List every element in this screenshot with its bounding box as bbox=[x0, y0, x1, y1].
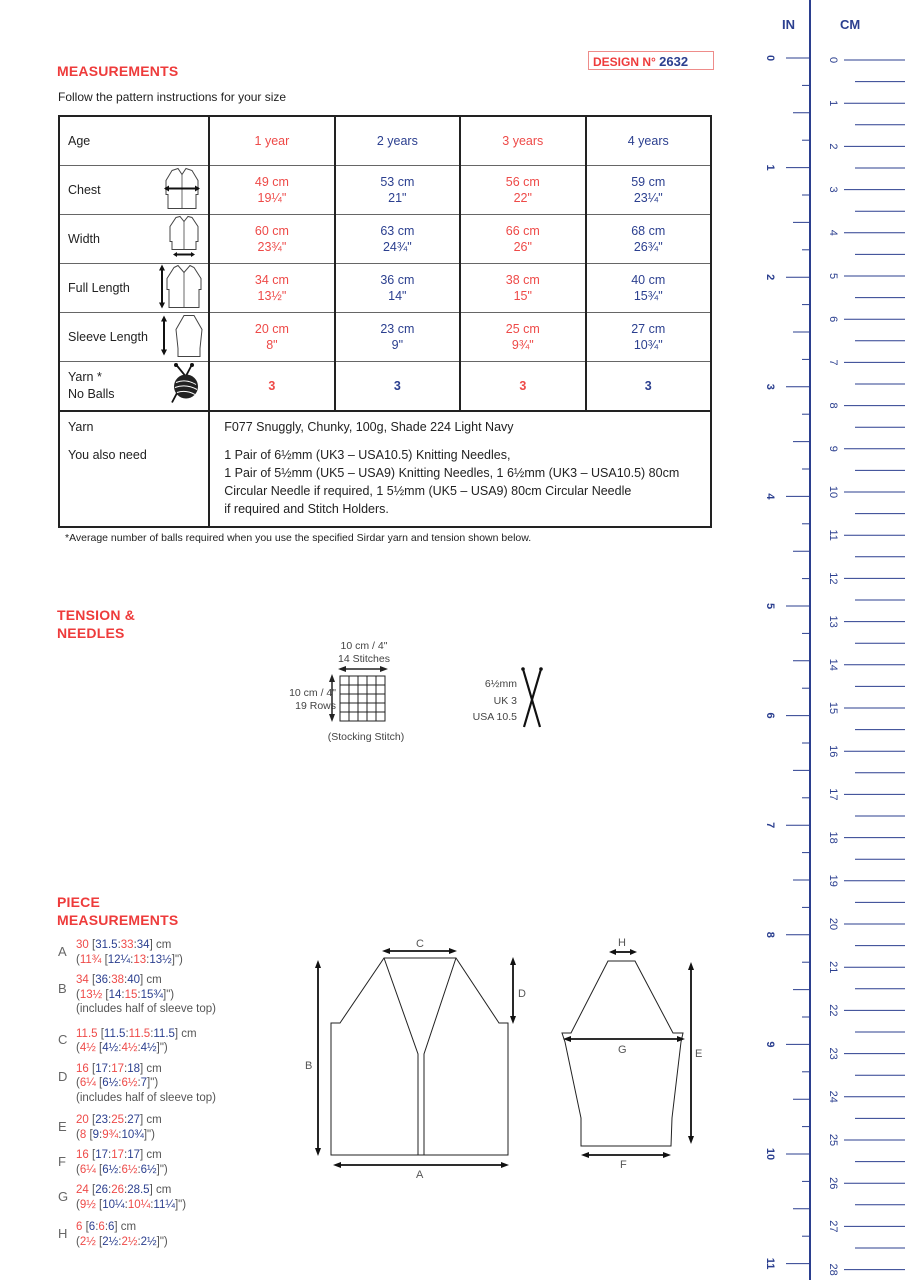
also-need-line: Circular Needle if required, 1 5½mm (UK5 – USA9) 80cm Circular Needle bbox=[224, 484, 632, 498]
in-size-2: 6½ bbox=[102, 1163, 119, 1176]
cm-size-2: 17 bbox=[95, 1062, 108, 1075]
in-value: 23¼" bbox=[633, 191, 663, 205]
cm-size-3: 33 bbox=[120, 939, 134, 951]
tension-width-label bbox=[322, 640, 406, 666]
piece-letter: B bbox=[58, 980, 67, 996]
tension-heading-line: TENSION & bbox=[57, 607, 136, 623]
piece-item-e: E 20 [23:25:27] cm (8 [9:9¾:10¾]") bbox=[58, 1114, 162, 1141]
in-value: 15¾" bbox=[633, 289, 663, 303]
row-label: Age bbox=[59, 116, 209, 166]
in-value: 26¾" bbox=[633, 240, 663, 254]
also-need-label: You also need bbox=[68, 448, 147, 462]
svg-text:2: 2 bbox=[764, 274, 776, 281]
piece-measurements-list bbox=[58, 938, 216, 1255]
size-header: 2 years bbox=[335, 116, 460, 166]
cm-value: 60 cm bbox=[254, 224, 289, 238]
tension-rows: 19 Rows bbox=[295, 700, 336, 712]
also-need-line: if required and Stitch Holders. bbox=[224, 502, 389, 516]
in-size-1: 9½ bbox=[79, 1198, 96, 1211]
intro-text: Follow the pattern instructions for your size bbox=[58, 90, 287, 104]
in-value: 21" bbox=[388, 191, 407, 205]
table-row-yarn-balls bbox=[59, 362, 711, 412]
svg-text:18: 18 bbox=[827, 831, 839, 844]
row-label: Full Length bbox=[68, 281, 130, 295]
row-label: Yarn * bbox=[68, 370, 102, 384]
in-size-3: 4½ bbox=[121, 1042, 138, 1054]
cm-size-1: 16 bbox=[76, 1062, 89, 1075]
in-size-3: 15 bbox=[124, 988, 138, 1001]
in-size-3: 9¾ bbox=[102, 1128, 119, 1141]
cm-size-4: 34 bbox=[136, 939, 150, 951]
balls-value: 3 bbox=[335, 362, 460, 412]
svg-text:5: 5 bbox=[827, 272, 839, 280]
design-label: DESIGN N° bbox=[593, 55, 656, 69]
diagram-label-d: D bbox=[518, 988, 526, 1000]
yarn-value: F077 Snuggly, Chunky, 100g, Shade 224 Light Navy bbox=[224, 420, 514, 434]
cm-size-1: 6 bbox=[76, 1221, 83, 1233]
in-size-4: 4½ bbox=[140, 1042, 157, 1054]
table-row-sleeve-length bbox=[59, 313, 711, 362]
measurements-table bbox=[58, 115, 712, 528]
in-size-1: 13½ bbox=[79, 988, 103, 1001]
in-size-2: 12¼ bbox=[107, 953, 131, 966]
svg-text:8: 8 bbox=[764, 931, 776, 938]
cm-value: 66 cm bbox=[505, 224, 540, 238]
in-value: 13½" bbox=[257, 289, 287, 303]
in-size-1: 11¾ bbox=[79, 953, 102, 966]
balls-value: 3 bbox=[460, 362, 585, 412]
in-size-4: 13½ bbox=[149, 953, 172, 966]
cm-value: 38 cm bbox=[505, 273, 540, 287]
svg-text:10: 10 bbox=[764, 1147, 776, 1161]
diagram-label-g: G bbox=[618, 1044, 627, 1056]
svg-text:11: 11 bbox=[764, 1257, 776, 1270]
cm-value: 25 cm bbox=[505, 322, 540, 336]
tension-heading bbox=[57, 606, 135, 642]
piece-letter: C bbox=[58, 1032, 68, 1048]
ruler-inch-label: IN bbox=[782, 17, 795, 32]
cm-size-4: 6 bbox=[108, 1221, 115, 1233]
cm-value: 59 cm bbox=[631, 175, 666, 189]
svg-text:2: 2 bbox=[827, 143, 839, 150]
in-size-1: 2½ bbox=[79, 1235, 96, 1248]
row-label: Width bbox=[68, 232, 100, 246]
size-header: 4 years bbox=[586, 116, 711, 166]
cm-size-1: 34 bbox=[76, 974, 89, 986]
needle-uk: UK 3 bbox=[493, 694, 517, 707]
cm-size-4: 40 bbox=[127, 974, 140, 986]
cm-size-2: 6 bbox=[88, 1221, 96, 1233]
cm-value: 23 cm bbox=[380, 322, 415, 336]
svg-text:21: 21 bbox=[827, 961, 839, 974]
in-size-4: 10¾ bbox=[121, 1128, 144, 1141]
cm-size-3: 17 bbox=[111, 1149, 124, 1161]
in-size-1: 6¼ bbox=[79, 1163, 96, 1176]
piece-letter: H bbox=[58, 1225, 68, 1241]
in-size-3: 6½ bbox=[121, 1163, 138, 1176]
cm-size-1: 11.5 bbox=[76, 1027, 98, 1040]
in-value: 26" bbox=[513, 240, 532, 254]
piece-letter: G bbox=[58, 1188, 69, 1204]
svg-text:27: 27 bbox=[827, 1220, 839, 1233]
needle-usa: USA 10.5 bbox=[472, 711, 517, 723]
svg-text:9: 9 bbox=[764, 1041, 776, 1048]
in-size-3: 2½ bbox=[121, 1235, 138, 1248]
size-header: 3 years bbox=[460, 116, 585, 166]
piece-item-d: D 16 [17:17:18] cm (6¼ [6½:6½:7]") (includes half of sleeve top) bbox=[58, 1062, 216, 1104]
svg-text:3: 3 bbox=[827, 186, 839, 193]
cm-size-4: 27 bbox=[127, 1114, 140, 1126]
svg-text:6: 6 bbox=[764, 712, 776, 719]
piece-note: (includes half of sleeve top) bbox=[76, 1003, 216, 1015]
piece-letter: A bbox=[58, 943, 67, 959]
cm-value: 27 cm bbox=[631, 322, 666, 336]
piece-note: (includes half of sleeve top) bbox=[76, 1091, 216, 1104]
svg-text:26: 26 bbox=[827, 1177, 839, 1190]
cm-size-3: 17 bbox=[111, 1062, 124, 1075]
ruler-ticks bbox=[750, 0, 905, 1280]
row-label: Chest bbox=[68, 183, 101, 197]
cm-value: 63 cm bbox=[380, 224, 415, 238]
measuring-ruler bbox=[750, 0, 905, 1280]
svg-text:19: 19 bbox=[827, 874, 839, 887]
in-size-3: 13 bbox=[133, 953, 147, 966]
diagram-label-e: E bbox=[695, 1048, 703, 1060]
table-row-width bbox=[59, 215, 711, 264]
in-value: 14" bbox=[388, 289, 407, 303]
in-size-2: 9 bbox=[92, 1128, 100, 1141]
svg-text:28: 28 bbox=[827, 1263, 839, 1276]
in-size-1: 4½ bbox=[79, 1042, 96, 1054]
in-value: 8" bbox=[266, 338, 278, 352]
piece-letter: D bbox=[58, 1069, 68, 1085]
cm-value: 56 cm bbox=[505, 175, 540, 189]
cardigan-width-icon bbox=[166, 216, 202, 263]
cm-size-2: 31.5 bbox=[95, 939, 118, 951]
in-size-4: 7 bbox=[140, 1077, 148, 1089]
cm-size-2: 17 bbox=[95, 1149, 108, 1161]
svg-text:9: 9 bbox=[827, 445, 839, 452]
piece-item-a: A 30 [31.5:33:34] cm (11¾ [12¼:13:13½]") bbox=[58, 939, 183, 966]
svg-text:1: 1 bbox=[827, 100, 839, 107]
tension-stitches: 14 Stitches bbox=[338, 653, 390, 665]
in-size-1: 6¼ bbox=[79, 1077, 96, 1089]
cm-size-2: 36 bbox=[95, 974, 108, 986]
cm-size-3: 25 bbox=[111, 1114, 124, 1126]
balls-value: 3 bbox=[586, 362, 711, 412]
cm-size-2: 11.5 bbox=[103, 1027, 126, 1040]
piece-item-f: F 16 [17:17:17] cm (6¼ [6½:6½:6½]") bbox=[58, 1149, 168, 1176]
knitting-needles-icon bbox=[518, 665, 546, 729]
measurements-heading: MEASUREMENTS bbox=[57, 63, 179, 79]
svg-text:1: 1 bbox=[764, 164, 776, 171]
diagram-label-f: F bbox=[620, 1159, 627, 1171]
svg-text:3: 3 bbox=[764, 383, 776, 390]
ruler-cm-label: CM bbox=[840, 17, 861, 32]
cm-value: 53 cm bbox=[380, 175, 415, 189]
tension-heading-line: NEEDLES bbox=[57, 625, 125, 641]
svg-text:17: 17 bbox=[827, 788, 839, 801]
stitch-type: (Stocking Stitch) bbox=[327, 731, 405, 743]
cm-size-1: 20 bbox=[76, 1114, 89, 1126]
cm-size-1: 16 bbox=[76, 1149, 89, 1161]
tension-width-measure: 10 cm / 4" bbox=[340, 640, 388, 652]
svg-text:10: 10 bbox=[827, 485, 839, 499]
tension-height-measure: 10 cm / 4" bbox=[289, 687, 336, 699]
yarn-ball-icon bbox=[166, 363, 202, 410]
cm-value: 49 cm bbox=[254, 175, 289, 189]
in-size-2: 2½ bbox=[102, 1235, 119, 1248]
cm-size-3: 38 bbox=[111, 974, 124, 986]
piece-item-g: G 24 [26:26:28.5] cm (9½ [10¼:10¼:11¼]") bbox=[58, 1184, 187, 1211]
row-label: Sleeve Length bbox=[68, 330, 148, 344]
in-size-2: 10¼ bbox=[102, 1198, 125, 1211]
cm-size-4: 28.5 bbox=[127, 1184, 150, 1196]
garment-schematic-diagram bbox=[295, 930, 715, 1190]
svg-text:7: 7 bbox=[764, 822, 776, 829]
in-size-4: 6½ bbox=[140, 1163, 157, 1176]
cm-value: 68 cm bbox=[631, 224, 666, 238]
piece-heading-line: MEASUREMENTS bbox=[57, 912, 179, 928]
in-size-1: 8 bbox=[79, 1128, 87, 1141]
cm-size-2: 26 bbox=[95, 1184, 108, 1196]
svg-text:22: 22 bbox=[827, 1004, 839, 1017]
svg-text:7: 7 bbox=[827, 359, 839, 366]
body-piece-outline bbox=[331, 958, 508, 1155]
in-size-4: 11¼ bbox=[153, 1198, 175, 1211]
in-value: 24¾" bbox=[382, 240, 412, 254]
table-row-age bbox=[59, 116, 711, 166]
svg-text:15: 15 bbox=[827, 701, 839, 715]
svg-text:24: 24 bbox=[827, 1090, 839, 1103]
piece-item-h: H 6 [6:6:6] cm (2½ [2½:2½:2½]") bbox=[58, 1221, 168, 1248]
svg-text:23: 23 bbox=[827, 1047, 839, 1060]
in-size-2: 6½ bbox=[102, 1077, 119, 1089]
piece-letter: E bbox=[58, 1118, 67, 1134]
svg-text:14: 14 bbox=[827, 658, 839, 671]
in-size-4: 2½ bbox=[140, 1235, 157, 1248]
svg-text:4: 4 bbox=[764, 493, 776, 500]
svg-text:25: 25 bbox=[827, 1133, 839, 1147]
in-value: 22" bbox=[513, 191, 532, 205]
in-value: 23¾" bbox=[257, 240, 287, 254]
design-number-badge bbox=[588, 51, 714, 70]
in-size-3: 6½ bbox=[121, 1077, 138, 1089]
also-need-line: 1 Pair of 6½mm (UK3 – USA10.5) Knitting Needles, bbox=[224, 448, 511, 462]
in-size-2: 14 bbox=[108, 988, 122, 1001]
cm-size-2: 23 bbox=[95, 1114, 108, 1126]
table-row-full-length bbox=[59, 264, 711, 313]
cm-value: 36 cm bbox=[380, 273, 415, 287]
svg-text:20: 20 bbox=[827, 917, 839, 931]
svg-text:12: 12 bbox=[827, 572, 839, 585]
svg-text:6: 6 bbox=[827, 316, 839, 323]
svg-text:13: 13 bbox=[827, 615, 839, 628]
footnote: *Average number of balls required when you use the specified Sirdar yarn and tension shown below. bbox=[65, 532, 532, 544]
svg-text:0: 0 bbox=[827, 56, 839, 64]
svg-text:4: 4 bbox=[827, 229, 839, 236]
cardigan-length-icon bbox=[158, 264, 202, 313]
cardigan-chest-icon bbox=[162, 167, 202, 214]
row-label: No Balls bbox=[68, 387, 115, 401]
in-value: 10¾" bbox=[633, 338, 663, 352]
table-row-chest bbox=[59, 166, 711, 215]
cm-size-3: 26 bbox=[111, 1184, 124, 1196]
needle-sizes bbox=[462, 676, 517, 726]
cm-size-4: 17 bbox=[127, 1149, 140, 1161]
in-value: 15" bbox=[513, 289, 532, 303]
cm-value: 20 cm bbox=[254, 322, 289, 336]
needle-mm: 6½mm bbox=[484, 678, 517, 690]
diagram-label-b: B bbox=[305, 1060, 313, 1072]
piece-measurements-heading bbox=[57, 893, 178, 929]
cm-size-4: 11.5 bbox=[153, 1027, 175, 1040]
balls-value: 3 bbox=[209, 362, 334, 412]
cm-size-4: 18 bbox=[127, 1062, 140, 1075]
svg-text:16: 16 bbox=[827, 745, 839, 758]
sleeve-length-icon bbox=[160, 313, 204, 362]
yarn-label: Yarn bbox=[68, 420, 94, 434]
tension-swatch-grid-icon bbox=[318, 664, 428, 726]
diagram-label-h: H bbox=[618, 937, 626, 949]
table-row-yarn-info bbox=[59, 411, 711, 527]
svg-text:5: 5 bbox=[764, 602, 776, 610]
cm-size-3: 11.5 bbox=[128, 1027, 151, 1040]
cm-size-1: 24 bbox=[76, 1184, 89, 1196]
cm-size-3: 6 bbox=[98, 1221, 105, 1233]
svg-text:11: 11 bbox=[827, 529, 839, 541]
diagram-label-c: C bbox=[416, 938, 424, 950]
piece-letter: F bbox=[58, 1153, 66, 1169]
cm-size-1: 30 bbox=[76, 939, 89, 951]
in-value: 19¼" bbox=[257, 191, 287, 205]
size-header: 1 year bbox=[209, 116, 334, 166]
in-value: 9¾" bbox=[511, 338, 534, 352]
also-need-line: 1 Pair of 5½mm (UK5 – USA9) Knitting Needles, 1 6½mm (UK3 – USA10.5) 80cm bbox=[224, 466, 680, 480]
cm-value: 34 cm bbox=[254, 273, 289, 287]
svg-text:8: 8 bbox=[827, 402, 839, 409]
in-value: 9" bbox=[391, 338, 404, 352]
in-size-3: 10¼ bbox=[127, 1198, 151, 1211]
piece-item-c: C 11.5 [11.5:11.5:11.5] cm (4½ [4½:4½:4½]") bbox=[58, 1027, 197, 1054]
in-size-2: 4½ bbox=[102, 1042, 119, 1054]
design-number: 2632 bbox=[659, 54, 689, 69]
piece-item-b: B 34 [36:38:40] cm (13½ [14:15:15¾]") (includes half of sleeve top) bbox=[58, 974, 216, 1015]
piece-heading-line: PIECE bbox=[57, 894, 101, 910]
diagram-label-a: A bbox=[416, 1169, 424, 1181]
svg-text:0: 0 bbox=[764, 54, 776, 62]
in-size-4: 15¾ bbox=[140, 988, 164, 1001]
cm-value: 40 cm bbox=[631, 273, 666, 287]
